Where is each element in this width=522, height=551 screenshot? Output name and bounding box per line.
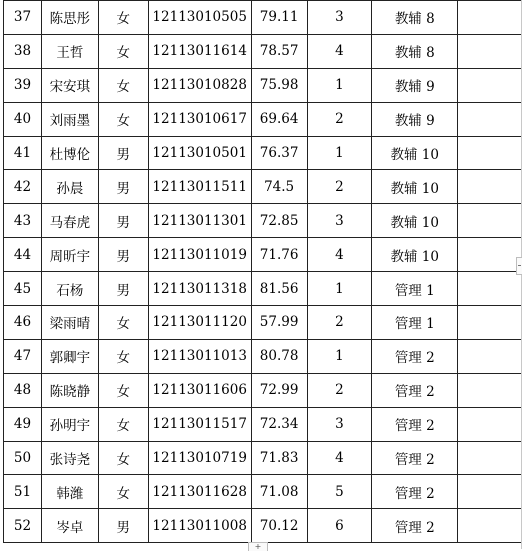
cell-rank: 3 — [307, 1, 372, 35]
cell-no: 51 — [4, 475, 42, 509]
cell-gender: 男 — [98, 509, 148, 543]
cell-score: 75.98 — [251, 68, 307, 102]
cell-no: 40 — [4, 102, 42, 136]
cell-gender: 女 — [98, 68, 148, 102]
cell-blank — [458, 475, 522, 509]
cell-rank: 2 — [307, 373, 372, 407]
cell-post: 教辅 8 — [372, 34, 458, 68]
table-row — [4, 102, 522, 136]
cell-rank: 3 — [307, 407, 372, 441]
cell-rank: 1 — [307, 136, 372, 170]
cell-score: 74.5 — [251, 170, 307, 204]
cell-post: 教辅 9 — [372, 102, 458, 136]
table-row — [4, 306, 522, 340]
cell-blank — [458, 306, 522, 340]
cell-no: 46 — [4, 306, 42, 340]
cell-id: 12113011013 — [148, 339, 251, 373]
cell-no: 39 — [4, 68, 42, 102]
cell-score: 57.99 — [251, 306, 307, 340]
cell-no: 45 — [4, 272, 42, 306]
cell-no: 42 — [4, 170, 42, 204]
cell-post: 教辅 10 — [372, 204, 458, 238]
cell-name: 梁雨晴 — [41, 306, 98, 340]
cell-id: 12113011019 — [148, 238, 251, 272]
cell-name: 孙明宇 — [41, 407, 98, 441]
cell-rank: 1 — [307, 68, 372, 102]
score-table-body — [4, 1, 522, 543]
cell-id: 12113011008 — [148, 509, 251, 543]
cell-blank — [458, 68, 522, 102]
cell-gender: 女 — [98, 1, 148, 35]
cell-gender: 女 — [98, 441, 148, 475]
cell-gender: 男 — [98, 136, 148, 170]
cell-no: 48 — [4, 373, 42, 407]
table-row — [4, 509, 522, 543]
cell-id: 12113011517 — [148, 407, 251, 441]
cell-rank: 1 — [307, 339, 372, 373]
cell-id: 12113011614 — [148, 34, 251, 68]
cell-id: 12113011606 — [148, 373, 251, 407]
cell-id: 12113011120 — [148, 306, 251, 340]
cell-post: 教辅 10 — [372, 238, 458, 272]
cell-no: 41 — [4, 136, 42, 170]
cell-post: 管理 2 — [372, 475, 458, 509]
cell-score: 71.08 — [251, 475, 307, 509]
cell-name: 刘雨墨 — [41, 102, 98, 136]
cell-score: 80.78 — [251, 339, 307, 373]
cell-score: 72.34 — [251, 407, 307, 441]
table-row — [4, 407, 522, 441]
cell-rank: 6 — [307, 509, 372, 543]
cell-gender: 男 — [98, 272, 148, 306]
cell-blank — [458, 373, 522, 407]
table-row — [4, 136, 522, 170]
cell-rank: 2 — [307, 306, 372, 340]
cell-score: 78.57 — [251, 34, 307, 68]
cell-gender: 女 — [98, 102, 148, 136]
cell-blank — [458, 204, 522, 238]
cell-id: 12113011511 — [148, 170, 251, 204]
cell-id: 12113010501 — [148, 136, 251, 170]
cell-post: 管理 2 — [372, 509, 458, 543]
cell-name: 孙晨 — [41, 170, 98, 204]
cell-blank — [458, 407, 522, 441]
table-row — [4, 68, 522, 102]
cell-name: 岑卓 — [41, 509, 98, 543]
cell-post: 教辅 8 — [372, 1, 458, 35]
cell-name: 宋安琪 — [41, 68, 98, 102]
cell-blank — [458, 238, 522, 272]
cell-name: 周昕宇 — [41, 238, 98, 272]
cell-name: 马春虎 — [41, 204, 98, 238]
cell-no: 52 — [4, 509, 42, 543]
cell-gender: 女 — [98, 306, 148, 340]
cell-blank — [458, 339, 522, 373]
cell-blank — [458, 34, 522, 68]
cell-id: 12113011318 — [148, 272, 251, 306]
cell-post: 管理 2 — [372, 339, 458, 373]
cell-no: 50 — [4, 441, 42, 475]
cell-gender: 女 — [98, 339, 148, 373]
cell-score: 81.56 — [251, 272, 307, 306]
score-table — [3, 0, 522, 543]
cell-gender: 男 — [98, 238, 148, 272]
table-row — [4, 170, 522, 204]
cell-id: 12113011301 — [148, 204, 251, 238]
cell-id: 12113011628 — [148, 475, 251, 509]
cell-gender: 女 — [98, 475, 148, 509]
cell-blank — [458, 441, 522, 475]
cell-name: 郭卿宇 — [41, 339, 98, 373]
cell-rank: 3 — [307, 204, 372, 238]
cell-post: 管理 2 — [372, 407, 458, 441]
cell-gender: 女 — [98, 373, 148, 407]
cell-gender: 男 — [98, 204, 148, 238]
table-row — [4, 441, 522, 475]
cell-score: 69.64 — [251, 102, 307, 136]
cell-name: 杜博伦 — [41, 136, 98, 170]
table-row — [4, 272, 522, 306]
cell-no: 37 — [4, 1, 42, 35]
cell-rank: 1 — [307, 272, 372, 306]
cell-id: 12113010505 — [148, 1, 251, 35]
cell-post: 管理 2 — [372, 373, 458, 407]
cell-score: 76.37 — [251, 136, 307, 170]
cell-no: 44 — [4, 238, 42, 272]
cell-no: 38 — [4, 34, 42, 68]
cell-name: 陈晓静 — [41, 373, 98, 407]
cell-post: 教辅 10 — [372, 170, 458, 204]
table-row — [4, 339, 522, 373]
cell-name: 张诗尧 — [41, 441, 98, 475]
cell-post: 管理 1 — [372, 306, 458, 340]
cell-blank — [458, 102, 522, 136]
table-row — [4, 204, 522, 238]
cell-score: 70.12 — [251, 509, 307, 543]
cell-post: 管理 1 — [372, 272, 458, 306]
cell-blank — [458, 136, 522, 170]
cell-gender: 女 — [98, 407, 148, 441]
cell-no: 47 — [4, 339, 42, 373]
cell-rank: 2 — [307, 170, 372, 204]
cell-blank — [458, 509, 522, 543]
cell-post: 教辅 10 — [372, 136, 458, 170]
table-row — [4, 1, 522, 35]
cell-blank — [458, 272, 522, 306]
cell-score: 72.99 — [251, 373, 307, 407]
table-row — [4, 373, 522, 407]
cell-gender: 女 — [98, 34, 148, 68]
cell-score: 79.11 — [251, 1, 307, 35]
plus-icon[interactable]: + — [248, 542, 268, 551]
cell-rank: 2 — [307, 102, 372, 136]
cell-id: 12113010719 — [148, 441, 251, 475]
cell-no: 49 — [4, 407, 42, 441]
cell-no: 43 — [4, 204, 42, 238]
cell-name: 石杨 — [41, 272, 98, 306]
table-row — [4, 238, 522, 272]
cell-rank: 4 — [307, 441, 372, 475]
cell-blank — [458, 1, 522, 35]
minus-icon[interactable] — [516, 257, 522, 275]
table-row — [4, 475, 522, 509]
cell-rank: 4 — [307, 34, 372, 68]
cell-name: 王哲 — [41, 34, 98, 68]
cell-score: 71.83 — [251, 441, 307, 475]
cell-name: 韩潍 — [41, 475, 98, 509]
cell-id: 12113010617 — [148, 102, 251, 136]
cell-blank — [458, 170, 522, 204]
cell-rank: 4 — [307, 238, 372, 272]
cell-rank: 5 — [307, 475, 372, 509]
table-row — [4, 34, 522, 68]
cell-score: 72.85 — [251, 204, 307, 238]
cell-score: 71.76 — [251, 238, 307, 272]
cell-gender: 男 — [98, 170, 148, 204]
cell-post: 教辅 9 — [372, 68, 458, 102]
cell-id: 12113010828 — [148, 68, 251, 102]
cell-name: 陈思彤 — [41, 1, 98, 35]
cell-post: 管理 2 — [372, 441, 458, 475]
